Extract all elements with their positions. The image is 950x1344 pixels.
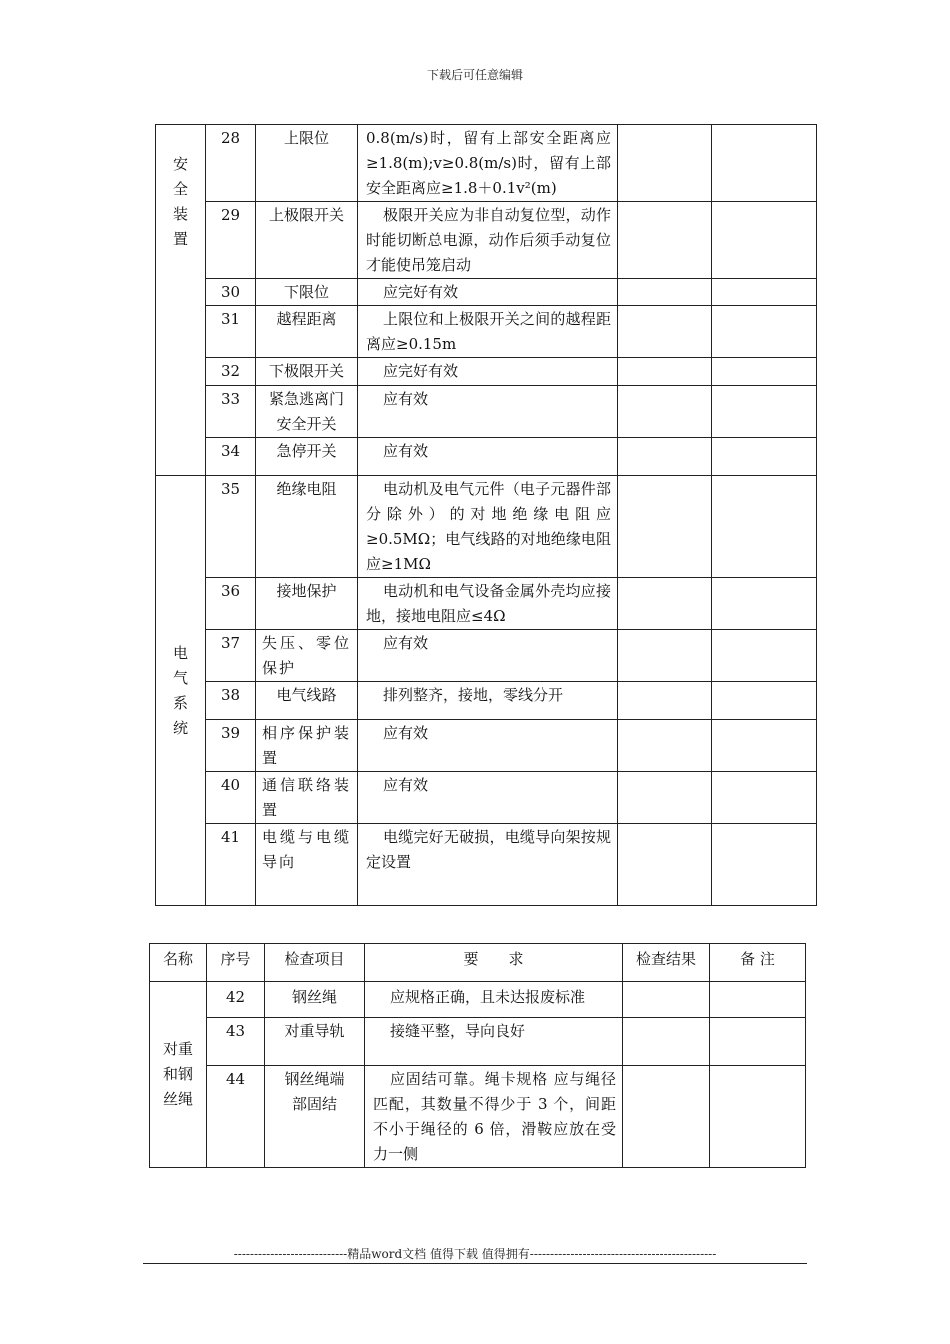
check-item: 对重导轨: [265, 1018, 365, 1066]
result-cell: [618, 306, 712, 358]
inspection-table-2: [149, 943, 806, 1168]
requirement: 应完好有效: [358, 279, 618, 306]
note-cell: [712, 476, 817, 578]
category-label: 安全装置: [172, 155, 188, 248]
table-row: [156, 306, 817, 358]
result-cell: [618, 386, 712, 438]
row-number: 42: [207, 982, 265, 1018]
check-item: 电气线路: [256, 682, 358, 720]
note-cell: [712, 202, 817, 279]
requirement: 接缝平整，导向良好: [365, 1018, 623, 1066]
result-cell: [623, 1018, 710, 1066]
result-cell: [623, 982, 710, 1018]
requirement: 电动机和电气设备金属外壳均应接地，接地电阻应≤4Ω: [358, 578, 618, 630]
result-cell: [618, 202, 712, 279]
requirement: 应有效: [358, 772, 618, 824]
requirement: 电动机及电气元件（电子元器件部分除外）的对地绝缘电阻应≥0.5MΩ；电气线路的对地绝缘电阻应≥1MΩ: [358, 476, 618, 578]
table-row: [156, 358, 817, 386]
footer-divider: [143, 1263, 807, 1264]
row-number: 41: [206, 824, 256, 906]
row-number: 29: [206, 202, 256, 279]
note-cell: [712, 279, 817, 306]
result-cell: [618, 578, 712, 630]
page-header: 下载后可任意编辑: [426, 68, 523, 82]
row-number: 30: [206, 279, 256, 306]
requirement: 应有效: [358, 438, 618, 476]
table-row: [156, 630, 817, 682]
check-item: 上限位: [256, 125, 358, 202]
note-cell: [712, 630, 817, 682]
note-cell: [712, 824, 817, 906]
check-item: 上极限开关: [256, 202, 358, 279]
result-cell: [618, 772, 712, 824]
row-number: 44: [207, 1066, 265, 1168]
result-cell: [623, 1066, 710, 1168]
check-item: 紧急逃离门安全开关: [256, 386, 358, 438]
table-row: [156, 824, 817, 906]
row-number: 33: [206, 386, 256, 438]
note-cell: [712, 386, 817, 438]
check-item: 通信联络装置: [256, 772, 358, 824]
header-item: 检查项目: [265, 944, 365, 982]
row-number: 28: [206, 125, 256, 202]
note-cell: [712, 438, 817, 476]
row-number: 31: [206, 306, 256, 358]
category-label: 电气系统: [172, 643, 188, 737]
result-cell: [618, 438, 712, 476]
table-row: [150, 1018, 806, 1066]
header-row: [150, 944, 806, 982]
requirement: 上限位和上极限开关之间的越程距离应≥0.15m: [358, 306, 618, 358]
check-item: 钢丝绳端部固结: [265, 1066, 365, 1168]
table-row: [156, 438, 817, 476]
page-footer: ----------------------------精品word文档 值得下载 值得拥有----------------------------------------------: [233, 1247, 717, 1261]
note-cell: [710, 1066, 806, 1168]
row-number: 40: [206, 772, 256, 824]
check-item: 失压、零位保护: [256, 630, 358, 682]
requirement: 应规格正确，且未达报废标准: [365, 982, 623, 1018]
check-item: 越程距离: [256, 306, 358, 358]
check-item: 电缆与电缆导向: [256, 824, 358, 906]
note-cell: [712, 720, 817, 772]
note-cell: [712, 578, 817, 630]
row-number: 36: [206, 578, 256, 630]
check-item: 钢丝绳: [265, 982, 365, 1018]
requirement: 0.8(m/s)时，留有上部安全距离应≥1.8(m);v≥0.8(m/s)时，留有上部安全距离应≥1.8＋0.1v²(m): [358, 125, 618, 202]
table-row: [156, 682, 817, 720]
table-row: [156, 720, 817, 772]
check-item: 接地保护: [256, 578, 358, 630]
requirement: 应有效: [358, 630, 618, 682]
requirement: 极限开关应为非自动复位型，动作时能切断总电源，动作后须手动复位才能使吊笼启动: [358, 202, 618, 279]
result-cell: [618, 824, 712, 906]
header-note: 备 注: [710, 944, 806, 982]
note-cell: [710, 1018, 806, 1066]
requirement: 应完好有效: [358, 358, 618, 386]
row-number: 39: [206, 720, 256, 772]
check-item: 下限位: [256, 279, 358, 306]
note-cell: [712, 306, 817, 358]
check-item: 相序保护装置: [256, 720, 358, 772]
requirement: 应固结可靠。绳卡规格 应与绳径匹配，其数量不得少于 3 个，间距不小于绳径的 6 倍，滑鞍应放在受力一侧: [365, 1066, 623, 1168]
header-result: 检查结果: [623, 944, 710, 982]
requirement: 排列整齐，接地，零线分开: [358, 682, 618, 720]
table-row: [156, 386, 817, 438]
check-item: 绝缘电阻: [256, 476, 358, 578]
table-row: [156, 578, 817, 630]
result-cell: [618, 630, 712, 682]
category-cell: [156, 476, 206, 906]
note-cell: [712, 772, 817, 824]
category-cell: [150, 982, 207, 1168]
note-cell: [710, 982, 806, 1018]
row-number: 43: [207, 1018, 265, 1066]
row-number: 38: [206, 682, 256, 720]
requirement: 应有效: [358, 720, 618, 772]
result-cell: [618, 125, 712, 202]
row-number: 35: [206, 476, 256, 578]
requirement: 应有效: [358, 386, 618, 438]
note-cell: [712, 682, 817, 720]
header-requirement: 要 求: [365, 944, 623, 982]
result-cell: [618, 720, 712, 772]
result-cell: [618, 682, 712, 720]
row-number: 32: [206, 358, 256, 386]
row-number: 37: [206, 630, 256, 682]
category-cell: [156, 125, 206, 476]
header-name: 名称: [150, 944, 207, 982]
result-cell: [618, 279, 712, 306]
requirement: 电缆完好无破损，电缆导向架按规定设置: [358, 824, 618, 906]
check-item: 下极限开关: [256, 358, 358, 386]
note-cell: [712, 125, 817, 202]
note-cell: [712, 358, 817, 386]
table-row: [150, 982, 806, 1018]
result-cell: [618, 358, 712, 386]
table-row: [156, 202, 817, 279]
header-number: 序号: [207, 944, 265, 982]
table-row: [156, 476, 817, 578]
result-cell: [618, 476, 712, 578]
row-number: 34: [206, 438, 256, 476]
category-label: 对重和钢丝绳: [162, 1040, 193, 1108]
table-row: [156, 772, 817, 824]
table-row: [156, 125, 817, 202]
inspection-table-1: [155, 124, 817, 906]
table-row: [150, 1066, 806, 1168]
check-item: 急停开关: [256, 438, 358, 476]
table-row: [156, 279, 817, 306]
